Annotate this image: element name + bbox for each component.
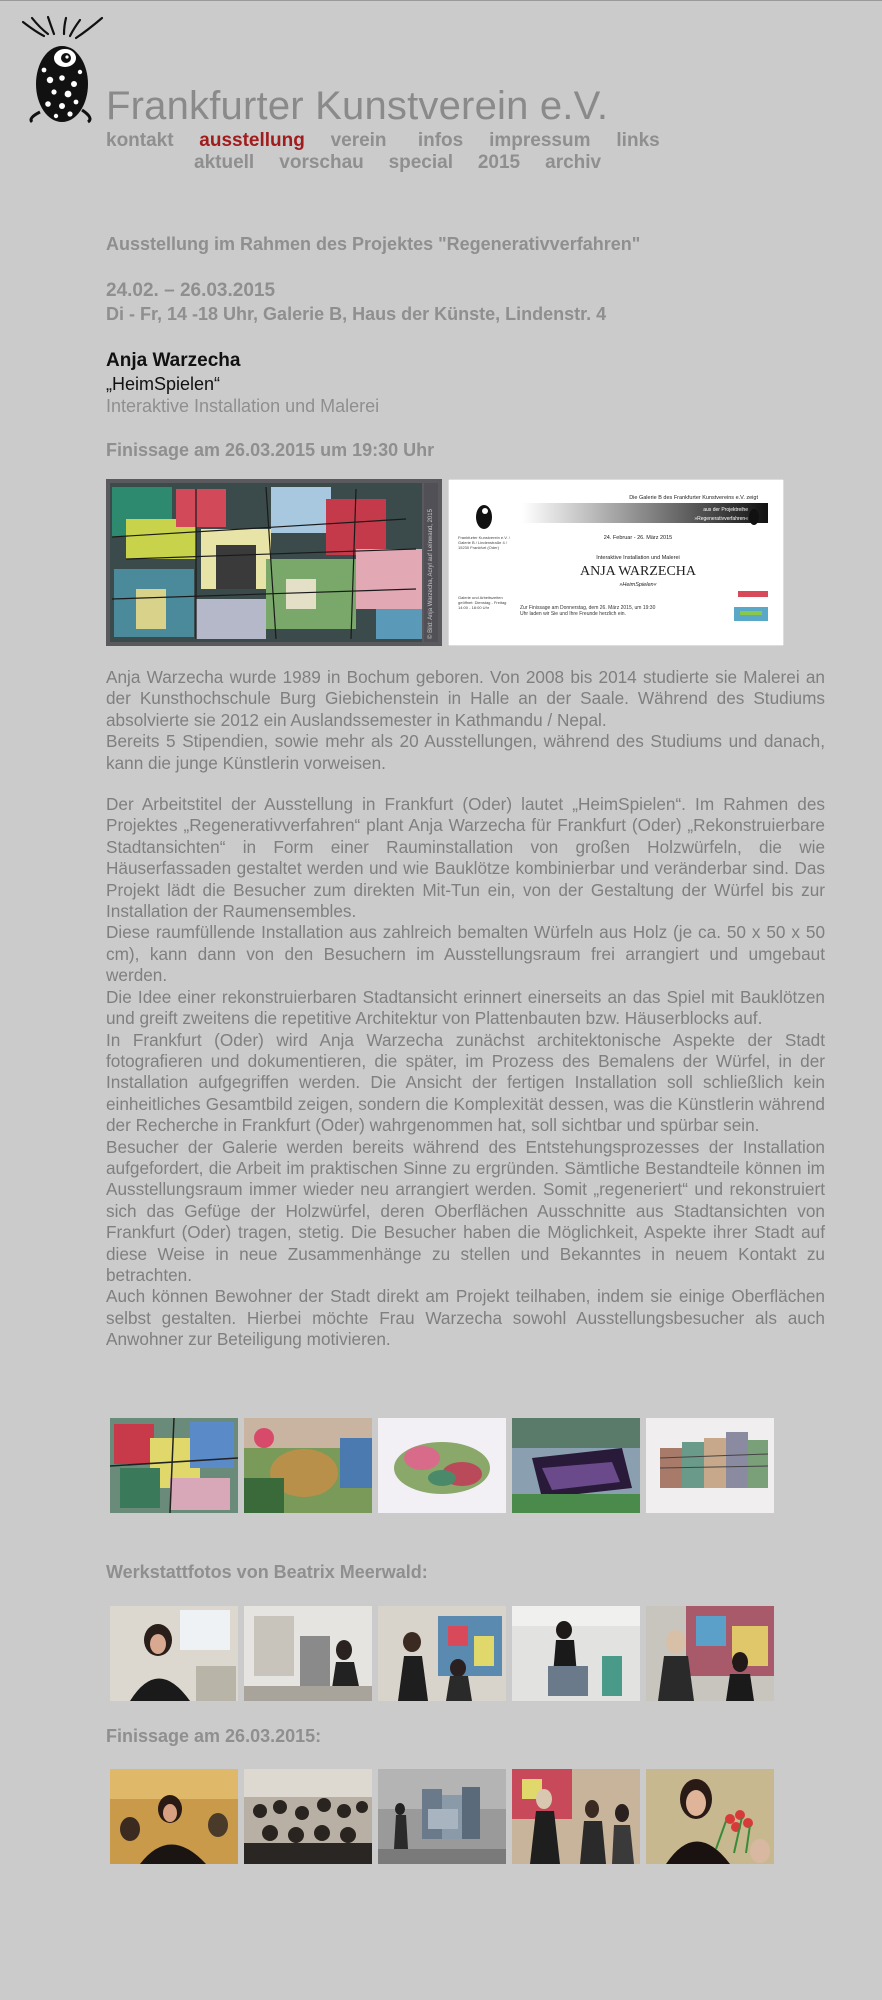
finissage-photos-heading: Finissage am 26.03.2015:	[106, 1726, 322, 1746]
subnav-link-archiv[interactable]: archiv	[545, 152, 602, 173]
workshop-photo[interactable]	[244, 1606, 372, 1701]
nav-link-kontakt[interactable]: kontakt	[106, 130, 174, 151]
flyer-artist-name: ANJA WARZECHA	[579, 564, 697, 579]
paragraph: Anja Warzecha wurde 1989 in Bochum geboren. Von 2008 bis 2014 studierte sie Malerei an der Kunsthochschule Burg Giebichenstein in Halle an der Saale. Während des Studiums absolvierte sie 2012 ein Auslandssemester in Kathmandu / Nepal.	[106, 667, 825, 730]
nav-link-verein[interactable]: verein	[330, 130, 387, 151]
body-text	[106, 667, 825, 1351]
paragraph: In Frankfurt (Oder) wird Anja Warzecha zunächst architektonische Aspekte der Stadt fotografieren und dokumentieren, die später, im Prozess des Bemalens der Würfel, in der Installation aufgegriffen werden. Die Ansicht der fertigen Installation soll schließlich kein einheitliches Gesamtbild zeigen, sondern die Komplexität dessen, was die Künstlerin während der Recherche in Frankfurt (Oder) wahrgenommen hat, soll sichtbar und spürbar sein.	[106, 1029, 825, 1136]
artwork-thumbnail[interactable]	[512, 1418, 640, 1513]
flyer-image[interactable]	[448, 479, 784, 646]
flyer-finissage: Zur Finissage am Donnerstag, dem 26. März 2015, um 19:30 Uhr laden wir Sie und Ihre Freunde herzlich ein.	[520, 605, 656, 617]
subnav-link-aktuell[interactable]: aktuell	[194, 152, 255, 173]
finissage-photo[interactable]	[512, 1769, 640, 1864]
nav-link-infos[interactable]: infos	[417, 130, 464, 151]
nav-link-ausstellung[interactable]: ausstellung	[199, 130, 305, 151]
artwork-thumbnail[interactable]	[110, 1418, 238, 1513]
paragraph: Bereits 5 Stipendien, sowie mehr als 20 Ausstellungen, während des Studiums und danach, kann die junge Künstlerin vorweisen.	[106, 731, 825, 773]
workshop-photos-heading: Werkstattfotos von Beatrix Meerwald:	[106, 1562, 428, 1582]
flyer-title: »HeimSpielen«	[619, 582, 657, 588]
workshop-photo[interactable]	[378, 1606, 506, 1701]
paragraph: Der Arbeitstitel der Ausstellung in Frankfurt (Oder) lautet „HeimSpielen“. Im Rahmen des Projektes „Regenerativverfahren“ plant Anja Warzecha für Frankfurt (Oder) „Rekonstruierbare Stadtansichten“ in Form einer Rauminstallation von großen Holzwürfeln, die wie Häuserfassaden gestaltet werden und wie Bauklötze kombinierbar und veränderbar sind. Das Projekt lädt die Besucher zum direkten Mit-Tun ein, von der Gestaltung der Würfel bis zur Installation der Raumensembles.	[106, 794, 825, 922]
workshop-photo[interactable]	[512, 1606, 640, 1701]
flyer-dates: 24. Februar - 26. März 2015	[603, 535, 673, 541]
flyer-header-line2: aus der Projektreihe	[703, 507, 748, 513]
finissage-photo[interactable]	[244, 1769, 372, 1864]
main-nav	[106, 130, 660, 152]
finissage-photo[interactable]	[646, 1769, 774, 1864]
painting-credit: © Bild: Anja Warzecha, Acryl auf Leinwand, 2015	[428, 509, 434, 639]
painting-image[interactable]	[106, 479, 442, 646]
work-title: „HeimSpielen“	[106, 374, 221, 394]
workshop-photo[interactable]	[646, 1606, 774, 1701]
workshop-photo[interactable]	[110, 1606, 238, 1701]
flyer-address: Frankfurter Kunstverein e.V. / Galerie B / Lindenstraße 4 / 15230 Frankfurt (Oder)	[458, 535, 510, 550]
site-title: Frankfurter Kunstverein e.V.	[106, 84, 609, 128]
paragraph: Diese raumfüllende Installation aus zahlreich bemalten Würfeln aus Holz (je ca. 50 x 50 x 50 cm), kann dann von den Besuchern im Ausstellungsraum frei arrangiert und umgebaut werden.	[106, 922, 825, 986]
flyer-header-line3: »Regenerativverfahren«	[694, 516, 748, 522]
nav-link-impressum[interactable]: impressum	[489, 130, 591, 151]
hours-location: Di - Fr, 14 -18 Uhr, Galerie B, Haus der Künste, Lindenstr. 4	[106, 304, 607, 324]
top-border-line	[0, 0, 882, 1]
flyer-kicker: Interaktive Installation und Malerei	[596, 555, 680, 561]
finissage-photo[interactable]	[110, 1769, 238, 1864]
artwork-thumbnail[interactable]	[244, 1418, 372, 1513]
finissage-photo[interactable]	[378, 1769, 506, 1864]
paragraph: Besucher der Galerie werden bereits während des Entstehungsprozesses der Installation aufgefordert, die Arbeit im praktischen Sinne zu ergründen. Sämtliche Bestandteile können im Ausstellungsraum immer wieder neu arrangiert werden. Somit „regeneriert“ und rekonstruiert sich das Gefüge der Holzwürfel, deren Oberflächen Ausschnitte aus Stadtansichten von Frankfurt (Oder) tragen, stetig. Die Besucher haben die Möglichkeit, Aspekte ihrer Stadt auf diese Weise in neue Zusammenhänge zu stellen und Bekanntes in neuem Kontakt zu betrachten.	[106, 1136, 825, 1285]
nav-link-links[interactable]: links	[616, 130, 660, 151]
artwork-thumbnail[interactable]	[378, 1418, 506, 1513]
artist-name: Anja Warzecha	[106, 350, 241, 371]
flyer-hours: Galerie und Arbeitszeiten geöffnet: Dienstag - Freitag 14:00 - 18:00 Uhr	[458, 595, 507, 610]
work-subtitle: Interaktive Installation und Malerei	[106, 396, 380, 416]
exhibition-dates: 24.02. – 26.03.2015	[106, 280, 276, 301]
kunstverein-logo[interactable]	[18, 14, 108, 124]
subnav-link-2015[interactable]: 2015	[477, 152, 521, 173]
flyer-header-line1: Die Galerie B des Frankfurter Kunstvereins e.V. zeigt	[629, 495, 758, 501]
subnav-link-vorschau[interactable]: vorschau	[279, 152, 364, 173]
project-line: Ausstellung im Rahmen des Projektes "Regenerativverfahren"	[106, 234, 641, 254]
paragraph: Die Idee einer rekonstruierbaren Stadtansicht erinnert einerseits an das Spiel mit Bauklötzen und greift zweitens die repetitive Architektur von Plattenbauten bzw. Häuserblocks auf.	[106, 986, 825, 1029]
sub-nav	[194, 152, 601, 174]
paragraph: Auch können Bewohner der Stadt direkt am Projekt teilhaben, indem sie einige Oberflächen selbst gestalten. Hierbei möchte Frau Warzecha sowohl Ausstellungsbesucher als auch Anwohner zur Beteiligung motivieren.	[106, 1286, 825, 1350]
finissage-line: Finissage am 26.03.2015 um 19:30 Uhr	[106, 440, 435, 460]
artwork-thumbnail[interactable]	[646, 1418, 774, 1513]
subnav-link-special[interactable]: special	[388, 152, 453, 173]
